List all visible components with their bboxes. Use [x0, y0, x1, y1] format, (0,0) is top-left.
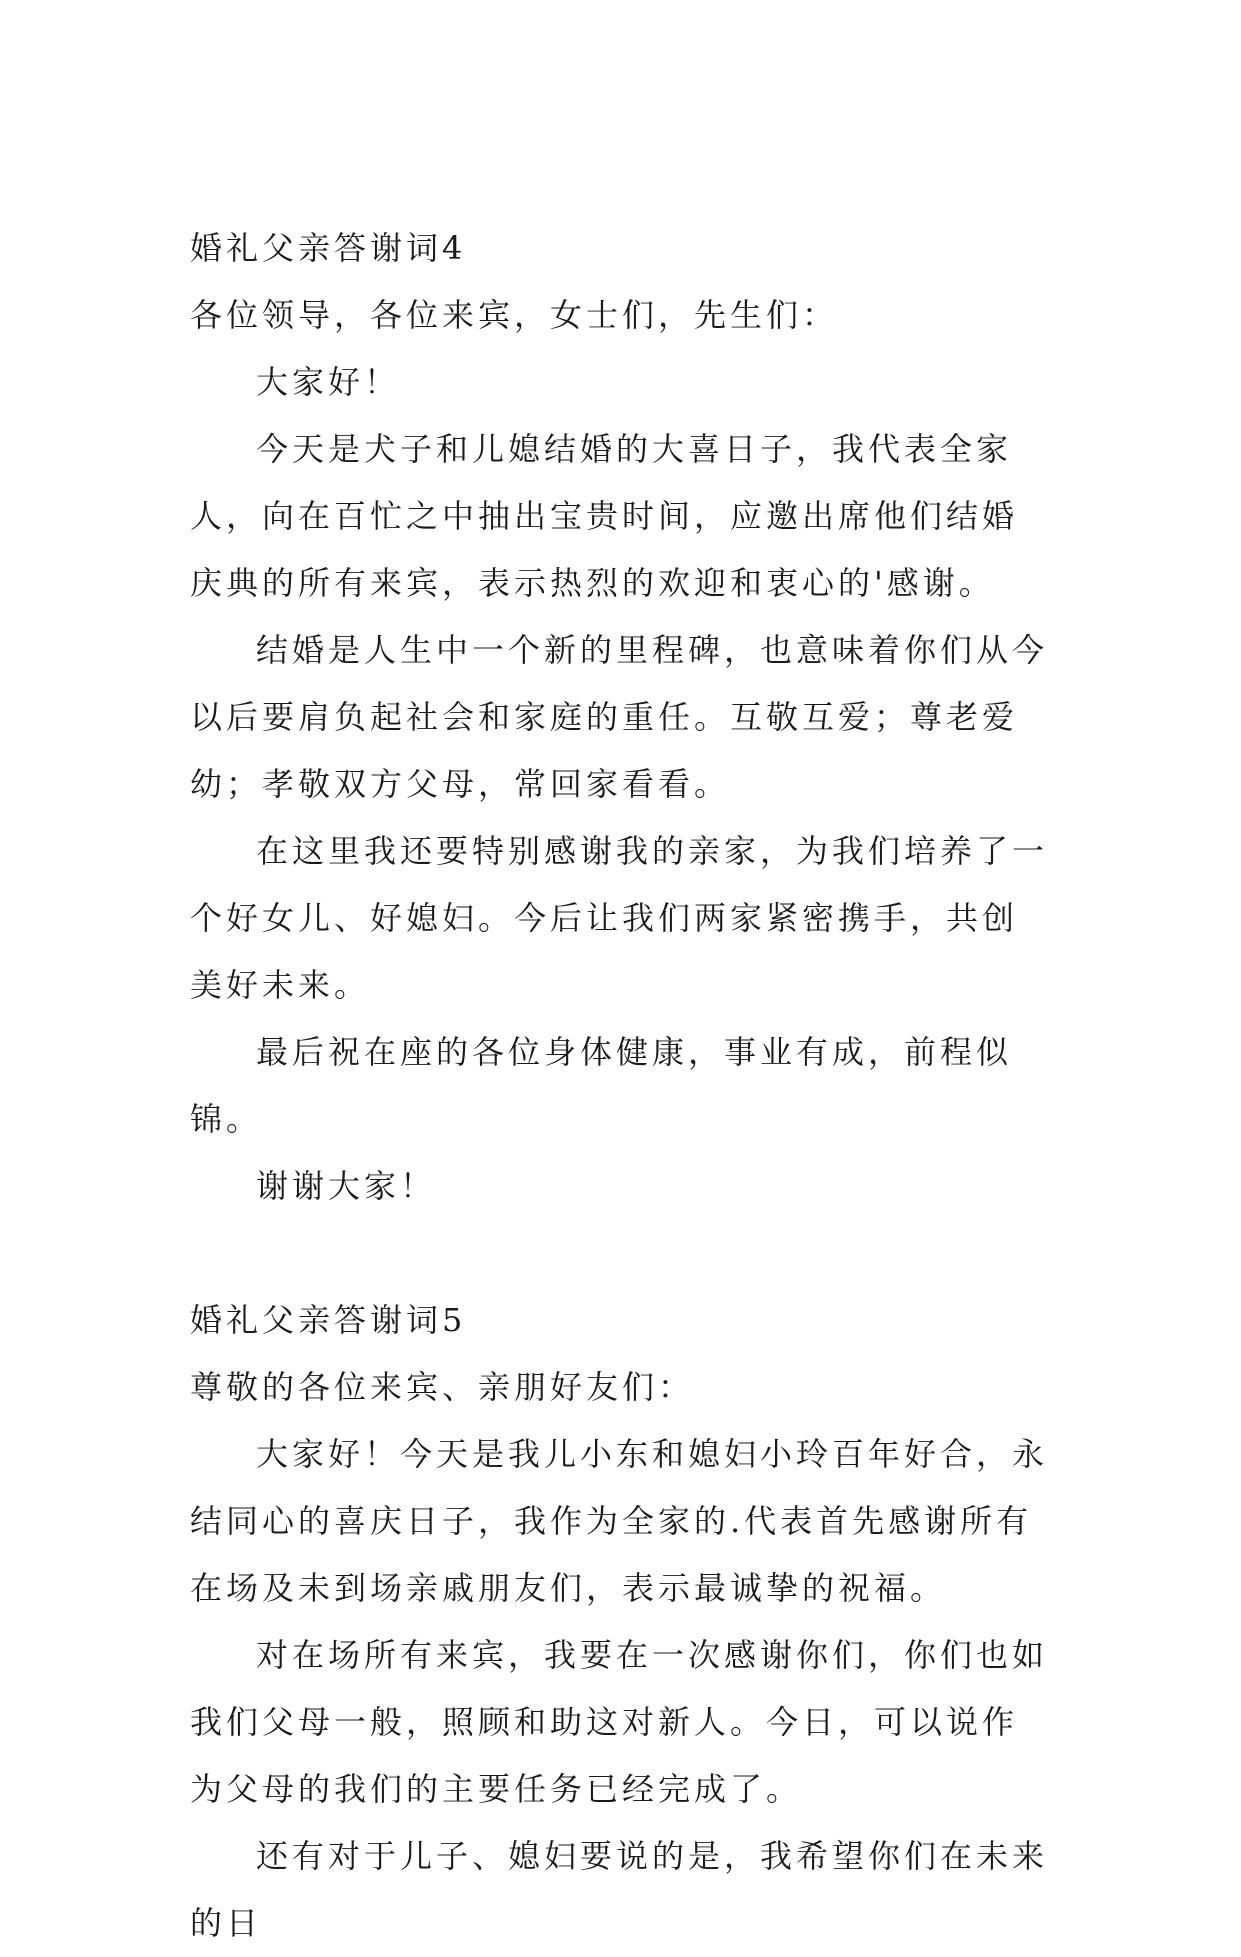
- salutation: 尊敬的各位来宾、亲朋好友们：: [190, 1368, 695, 1406]
- document-page: [190, 215, 1050, 1957]
- paragraph: 还有对于儿子、媳妇要说的是，我希望你们在未来的日: [190, 1837, 1049, 1942]
- paragraph: 最后祝在座的各位身体健康，事业有成，前程似锦。: [190, 1033, 1013, 1138]
- paragraph: 对在场所有来宾，我要在一次感谢你们，你们也如我们父母一般，照顾和助这对新人。今日，可以说作为父母的我们的主要任务已经完成了。: [190, 1636, 1049, 1808]
- speech-section-5: [190, 1287, 1050, 1957]
- paragraph: 大家好！: [256, 363, 401, 401]
- salutation: 各位领导，各位来宾，女士们，先生们：: [190, 296, 839, 334]
- section-title: 婚礼父亲答谢词5: [190, 1301, 467, 1339]
- paragraph: 结婚是人生中一个新的里程碑，也意味着你们从今以后要肩负起社会和家庭的重任。互敬互爱；尊老爱幼；孝敬双方父母，常回家看看。: [190, 631, 1049, 803]
- paragraph: 今天是犬子和儿媳结婚的大喜日子，我代表全家人，向在百忙之中抽出宝贵时间，应邀出席他们结婚庆典的所有来宾，表示热烈的欢迎和衷心的'感谢。: [190, 430, 1019, 602]
- section-title: 婚礼父亲答谢词4: [190, 229, 467, 267]
- paragraph: 大家好！今天是我儿小东和媳妇小玲百年好合，永结同心的喜庆日子，我作为全家的.代表首先感谢所有在场及未到场亲戚朋友们，表示最诚挚的祝福。: [190, 1435, 1049, 1607]
- paragraph: 在这里我还要特别感谢我的亲家，为我们培养了一个好女儿、好媳妇。今后让我们两家紧密携手，共创美好未来。: [190, 832, 1049, 1004]
- paragraph: 谢谢大家！: [256, 1167, 437, 1205]
- speech-section-4: [190, 215, 1050, 1220]
